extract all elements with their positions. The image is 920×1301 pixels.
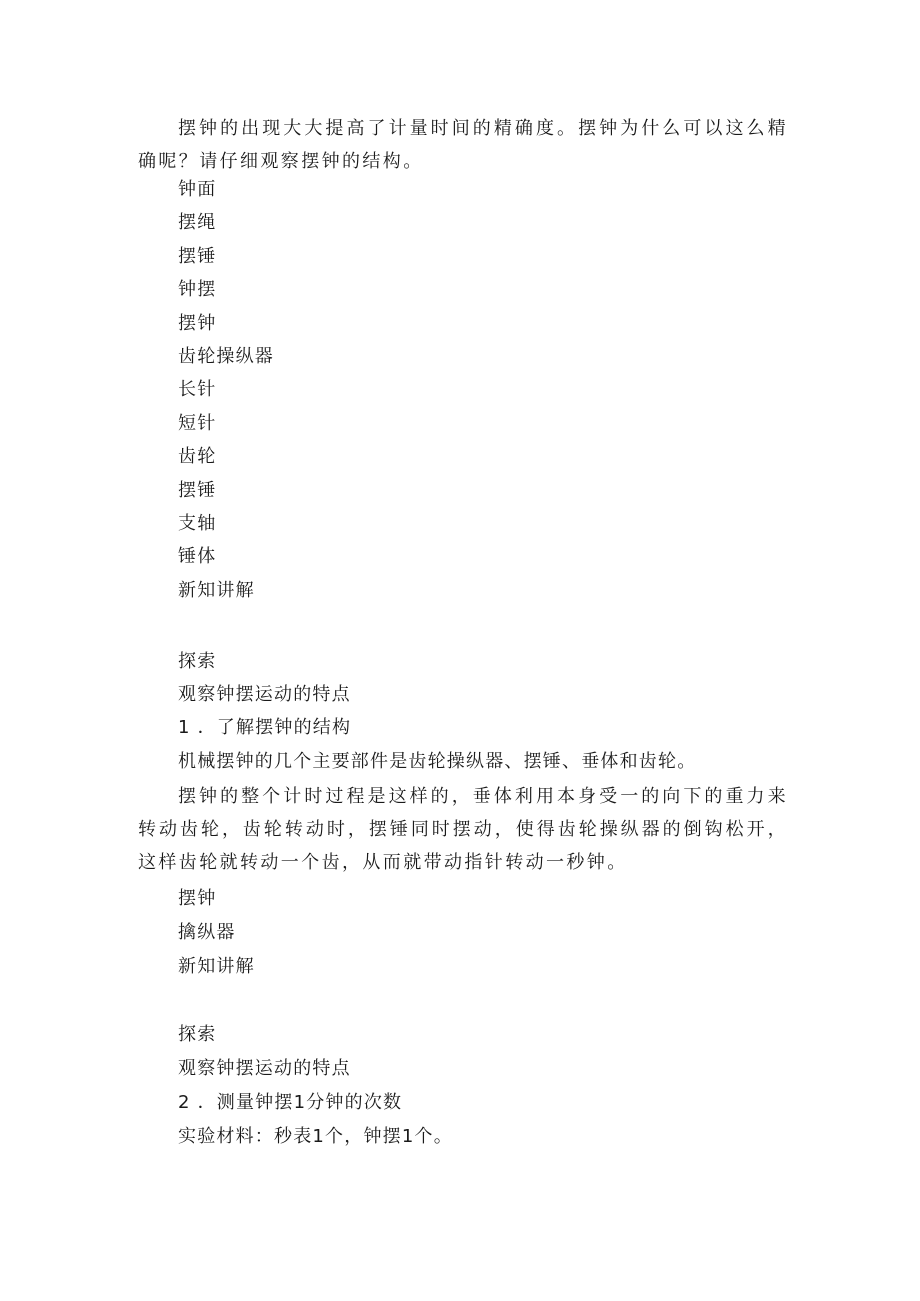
diagram-label-gear: 齿轮	[178, 446, 217, 467]
diagram-label-pendulum: 钟摆	[178, 279, 217, 300]
diagram-label-pivot: 支轴	[178, 513, 217, 534]
section2-heading: 新知讲解	[178, 956, 255, 977]
diagram-label-pendulum-bob: 摆锤	[178, 246, 217, 267]
section1-title: 观察钟摆运动的特点	[178, 684, 351, 705]
diagram-label-hour-hand: 短针	[178, 413, 217, 434]
diagram-label-escapement: 齿轮操纵器	[178, 346, 274, 367]
section2-title: 观察钟摆运动的特点	[178, 1058, 351, 1079]
section1-step: 1 ．了解摆钟的结构	[178, 717, 352, 738]
intro-paragraph: 摆钟的出现大大提高了计量时间的精确度。摆钟为什么可以这么精确呢？请仔细观察摆钟的结构。	[138, 118, 788, 172]
diagram-label-pendulum-clock: 摆钟	[178, 313, 217, 334]
section2-tag: 探索	[178, 1024, 217, 1045]
section1-label-pendulum-clock: 摆钟	[178, 888, 217, 909]
section1-tag: 探索	[178, 651, 217, 672]
section2-step: 2 ．测量钟摆1分钟的次数	[178, 1092, 403, 1113]
section1-label-escapement: 擒纵器	[178, 922, 236, 943]
diagram-label-pendulum-rope: 摆绳	[178, 212, 217, 233]
diagram-label-clock-face: 钟面	[178, 179, 217, 200]
process-paragraph: 摆钟的整个计时过程是这样的，垂体利用本身受一的向下的重力来转动齿轮，齿轮转动时，摆锤同时摆动，使得齿轮操纵器的倒钩松开，这样齿轮就转动一个齿，从而就带动指针转动一秒钟。	[138, 786, 788, 873]
diagram-label-weight: 锤体	[178, 546, 217, 567]
section1-parts-text: 机械摆钟的几个主要部件是齿轮操纵器、摆锤、垂体和齿轮。	[178, 751, 697, 772]
section2-materials: 实验材料：秒表1个，钟摆1个。	[178, 1126, 453, 1147]
section1-heading: 新知讲解	[178, 580, 255, 601]
diagram-label-pendulum-bob-2: 摆锤	[178, 480, 217, 501]
diagram-label-minute-hand: 长针	[178, 379, 217, 400]
